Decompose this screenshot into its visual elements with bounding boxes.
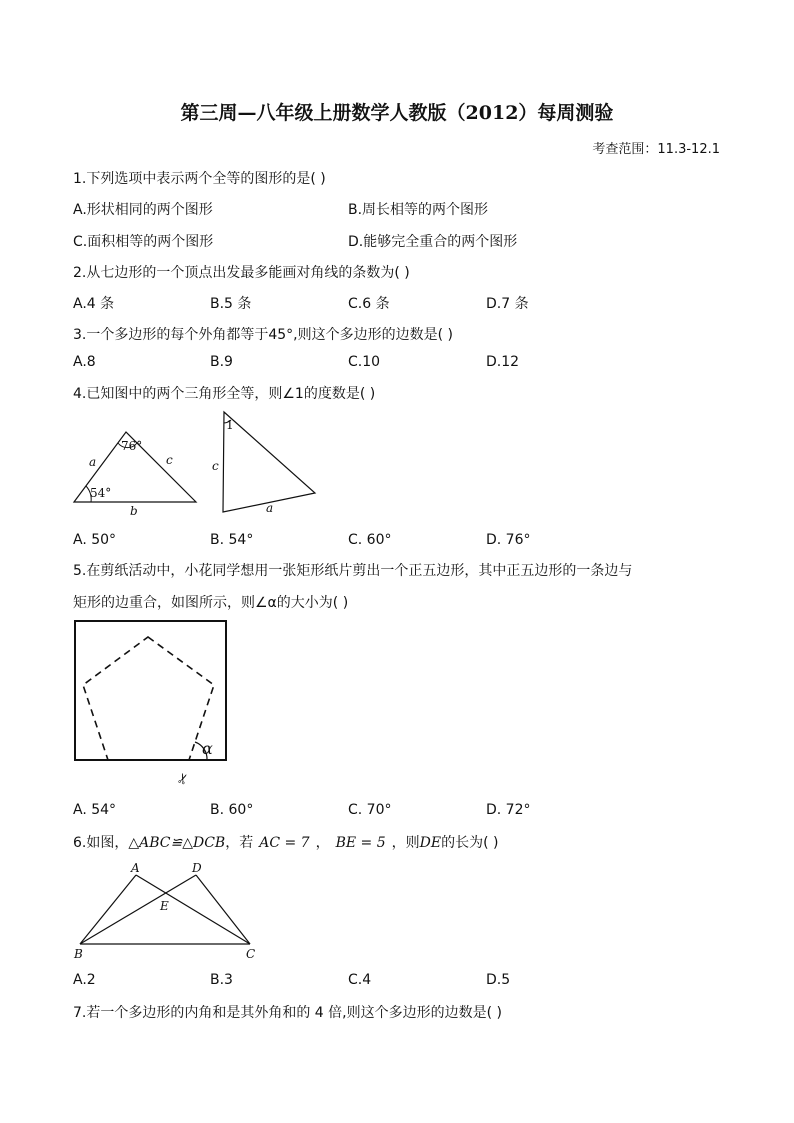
question-5-figure [72, 618, 232, 793]
label-angle-76: 76° [121, 439, 143, 453]
question-2-option-b: B.5 条 [210, 296, 252, 312]
label-angle-1: 1 [226, 418, 234, 432]
stem-text: ，若 [225, 835, 254, 851]
question-4-figure-right [212, 408, 322, 518]
segment-bd [80, 875, 196, 944]
question-2-option-c: C.6 条 [348, 296, 390, 312]
question-1-option-d: D.能够完全重合的两个图形 [348, 234, 518, 250]
question-3-option-b: B.9 [210, 354, 233, 370]
question-5-option-b: B. 60° [210, 802, 254, 818]
stem-text: ， [315, 835, 330, 851]
question-6-option-c: C.4 [348, 972, 372, 988]
be-equation: BE = 5 [335, 835, 386, 851]
congruence-expr: △ABC≌△DCB [128, 835, 226, 851]
question-3-option-c: C.10 [348, 354, 381, 370]
question-5-stem-line-2: 矩形的边重合，如图所示，则∠α的大小为( ) [73, 595, 349, 611]
question-4-option-c: C. 60° [348, 532, 392, 548]
label-point-c: C [246, 947, 256, 961]
question-5-option-a: A. 54° [73, 802, 117, 818]
question-3-stem: 3.一个多边形的每个外角都等于45°,则这个多边形的边数是( ) [73, 327, 453, 343]
question-5-stem-line-1: 5.在剪纸活动中，小花同学想用一张矩形纸片剪出一个正五边形，其中正五边形的一条边与 [73, 563, 633, 579]
label-point-e: E [160, 899, 169, 913]
question-1-option-c: C.面积相等的两个图形 [73, 234, 214, 250]
stem-text: 6.如图， [73, 835, 129, 851]
question-4-stem: 4.已知图中的两个三角形全等，则∠1的度数是( ) [73, 386, 376, 402]
question-2-stem: 2.从七边形的一个顶点出发最多能画对角线的条数为( ) [73, 265, 410, 281]
question-1-option-b: B.周长相等的两个图形 [348, 202, 489, 218]
label-side-c: c [166, 453, 173, 467]
question-6-option-b: B.3 [210, 972, 233, 988]
label-side-c: c [212, 459, 219, 473]
stem-text: ，则 [391, 835, 420, 851]
label-point-a: A [131, 861, 140, 875]
question-6-option-d: D.5 [486, 972, 511, 988]
question-1-stem: 1.下列选项中表示两个全等的图形的是( ) [73, 171, 326, 187]
question-5-option-c: C. 70° [348, 802, 392, 818]
de-segment: DE [419, 835, 442, 851]
segment-dc [196, 875, 250, 944]
label-point-b: B [74, 947, 83, 961]
scissors-icon: ✂ [174, 770, 194, 788]
label-point-d: D [192, 861, 202, 875]
label-angle-54: 54° [90, 486, 112, 500]
question-5-option-d: D. 72° [486, 802, 531, 818]
question-1-option-a: A.形状相同的两个图形 [73, 202, 213, 218]
question-4-option-a: A. 50° [73, 532, 117, 548]
pentagon-dashed [83, 637, 214, 760]
question-4-figure-left [70, 418, 205, 518]
exam-scope: 考查范围：11.3-12.1 [592, 142, 720, 157]
question-6-figure [70, 858, 265, 963]
triangle-right [223, 412, 315, 512]
question-2-option-d: D.7 条 [486, 296, 529, 312]
question-6-option-a: A.2 [73, 972, 96, 988]
question-4-option-b: B. 54° [210, 532, 254, 548]
label-side-a: a [89, 455, 97, 469]
label-alpha: α [202, 739, 213, 758]
label-side-b: b [130, 504, 138, 518]
page-title: 第三周—八年级上册数学人教版（2012）每周测验 [180, 102, 614, 124]
ac-equation: AC = 7 [259, 835, 310, 851]
label-side-a: a [266, 501, 274, 515]
question-4-option-d: D. 76° [486, 532, 531, 548]
question-3-option-d: D.12 [486, 354, 520, 370]
segment-ab [80, 875, 136, 944]
question-6-stem [73, 832, 498, 852]
question-7-stem: 7.若一个多边形的内角和是其外角和的 4 倍,则这个多边形的边数是( ) [73, 1005, 502, 1021]
question-2-option-a: A.4 条 [73, 296, 115, 312]
question-3-option-a: A.8 [73, 354, 96, 370]
segment-ac [136, 875, 250, 944]
stem-text: 的长为( ) [441, 835, 499, 851]
